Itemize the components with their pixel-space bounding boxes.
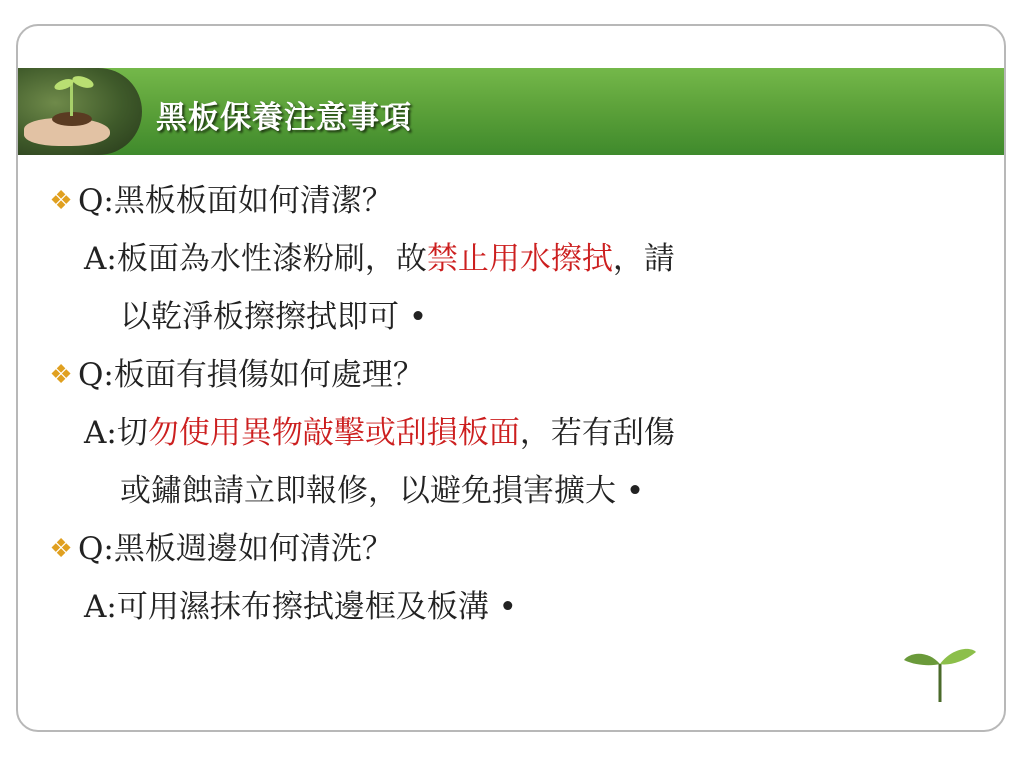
answer-text: ，請 [612, 241, 675, 277]
answer-1-line-1 [44, 230, 944, 288]
question-1 [44, 172, 944, 230]
question-text: Q:板面有損傷如何處理？ [78, 357, 424, 393]
slide-title: 黑板保養注意事項 [156, 100, 412, 136]
answer-highlight: 勿使用異物敲擊或刮損板面 [147, 415, 520, 451]
answer-text: ，若有刮傷 [519, 415, 675, 451]
diamond-bullet-icon: ❖ [49, 360, 73, 390]
qa-list [44, 172, 944, 636]
answer-2-line-1 [44, 404, 944, 462]
seedling-in-hand-image [18, 68, 142, 155]
answer-text: A:可用濕抹布擦拭邊框及板溝 • [84, 589, 517, 625]
question-text: Q:黑板板面如何清潔？ [78, 183, 393, 219]
answer-text: 或鏽蝕請立即報修，以避免損害擴大 • [120, 473, 645, 509]
leaf-right-shape [71, 74, 95, 90]
answer-text: A:切 [84, 415, 148, 451]
question-3 [44, 520, 944, 578]
question-text: Q:黑板週邊如何清洗？ [78, 531, 393, 567]
answer-2-line-2 [44, 462, 944, 520]
answer-text: 以乾淨板擦擦拭即可 • [120, 299, 428, 335]
diamond-bullet-icon: ❖ [49, 534, 73, 564]
answer-1-line-2 [44, 288, 944, 346]
answer-text: A:板面為水性漆粉刷，故 [84, 241, 427, 277]
question-2 [44, 346, 944, 404]
sprout-decoration-icon [902, 642, 978, 702]
answer-highlight: 禁止用水擦拭 [426, 241, 613, 277]
answer-3-line-1 [44, 578, 944, 636]
diamond-bullet-icon: ❖ [49, 186, 73, 216]
stem-shape [70, 84, 73, 116]
